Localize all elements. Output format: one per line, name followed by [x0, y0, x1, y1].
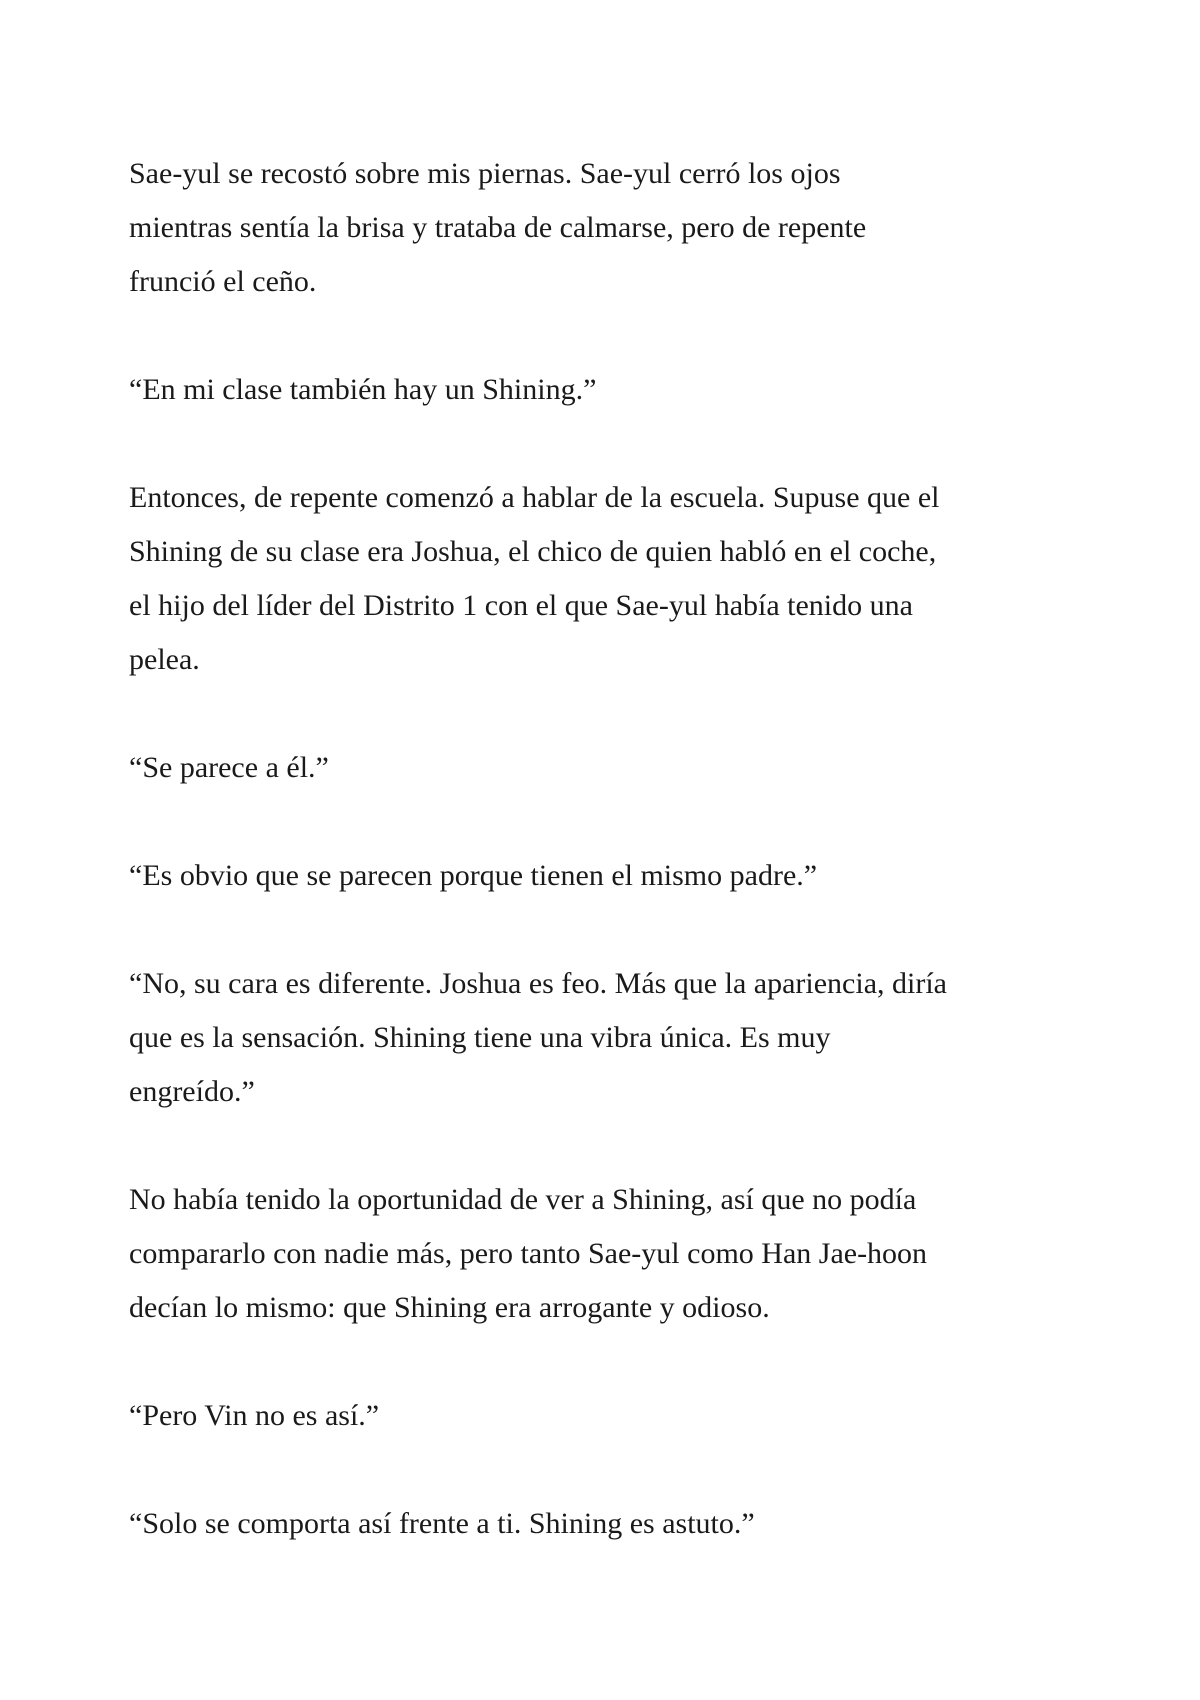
text-line: engreído.” — [129, 1075, 255, 1108]
paragraph — [129, 1389, 1089, 1443]
text-line: Sae-yul se recostó sobre mis piernas. Sae-yul cerró los ojos — [129, 157, 841, 190]
text-line: que es la sensación. Shining tiene una vibra única. Es muy — [129, 1021, 831, 1054]
text-line: “Es obvio que se parecen porque tienen el mismo padre.” — [129, 859, 818, 892]
text-line: decían lo mismo: que Shining era arrogante y odioso. — [129, 1291, 770, 1324]
text-line: “Se parece a él.” — [129, 751, 329, 784]
text-line: Shining de su clase era Joshua, el chico de quien habló en el coche, — [129, 535, 937, 568]
paragraph — [129, 849, 1089, 903]
text-line: “Pero Vin no es así.” — [129, 1399, 380, 1432]
paragraph — [129, 957, 1089, 1119]
paragraph — [129, 363, 1089, 417]
paragraph — [129, 1497, 1089, 1551]
text-line: No había tenido la oportunidad de ver a Shining, así que no podía — [129, 1183, 917, 1216]
text-line: frunció el ceño. — [129, 265, 317, 298]
text-line: Entonces, de repente comenzó a hablar de la escuela. Supuse que el — [129, 481, 940, 514]
text-line: pelea. — [129, 643, 200, 676]
paragraph — [129, 471, 1089, 687]
paragraph — [129, 1173, 1089, 1335]
paragraph — [129, 147, 1089, 309]
text-line: el hijo del líder del Distrito 1 con el que Sae-yul había tenido una — [129, 589, 913, 622]
text-line: compararlo con nadie más, pero tanto Sae-yul como Han Jae-hoon — [129, 1237, 928, 1270]
document-body — [129, 147, 1089, 1605]
text-line: mientras sentía la brisa y trataba de calmarse, pero de repente — [129, 211, 867, 244]
paragraph — [129, 741, 1089, 795]
text-line: “Solo se comporta así frente a ti. Shining es astuto.” — [129, 1507, 755, 1540]
text-line: “En mi clase también hay un Shining.” — [129, 373, 597, 406]
text-line: “No, su cara es diferente. Joshua es feo. Más que la apariencia, diría — [129, 967, 947, 1000]
